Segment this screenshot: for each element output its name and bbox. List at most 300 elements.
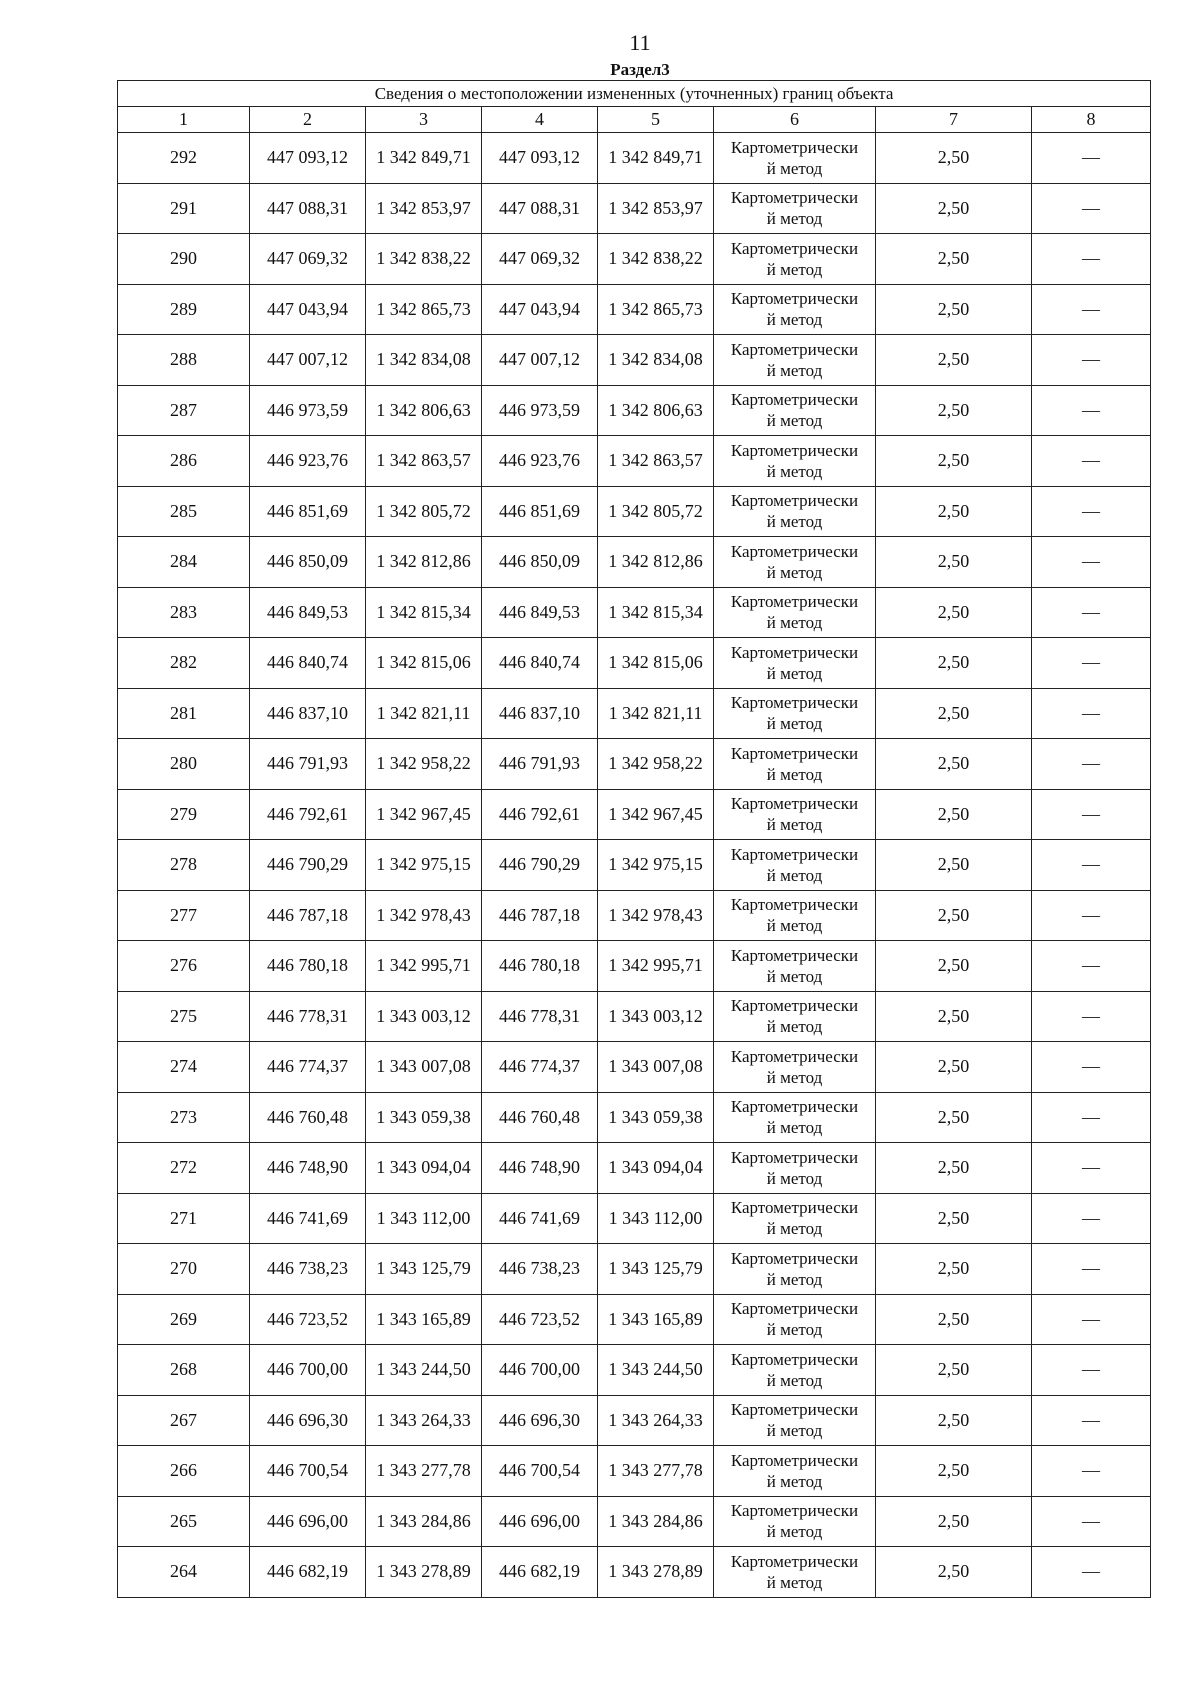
y-coordinate-refined-cell: 1 342 865,73 xyxy=(598,284,714,335)
accuracy-cell: 2,50 xyxy=(876,1395,1032,1446)
method-text-line2: й метод xyxy=(766,714,823,734)
method-text-line2: й метод xyxy=(766,1471,823,1491)
x-coordinate-refined-cell: 446 790,29 xyxy=(482,840,598,891)
table-row xyxy=(118,537,1151,588)
note-cell: — xyxy=(1032,1547,1151,1598)
note-cell: — xyxy=(1032,335,1151,386)
x-coordinate-refined-cell: 446 851,69 xyxy=(482,486,598,537)
accuracy-cell: 2,50 xyxy=(876,335,1032,386)
y-coordinate-existing-cell: 1 343 094,04 xyxy=(366,1143,482,1194)
accuracy-cell: 2,50 xyxy=(876,1042,1032,1093)
method-text-line1: Картометрически xyxy=(730,1046,859,1066)
accuracy-cell: 2,50 xyxy=(876,840,1032,891)
y-coordinate-existing-cell: 1 342 805,72 xyxy=(366,486,482,537)
y-coordinate-existing-cell: 1 342 967,45 xyxy=(366,789,482,840)
point-number-cell: 284 xyxy=(118,537,250,588)
y-coordinate-refined-cell: 1 343 284,86 xyxy=(598,1496,714,1547)
table-row xyxy=(118,486,1151,537)
column-number: 4 xyxy=(482,107,598,133)
table-row xyxy=(118,587,1151,638)
y-coordinate-existing-cell: 1 343 244,50 xyxy=(366,1345,482,1396)
method-cell xyxy=(714,1294,876,1345)
y-coordinate-refined-cell: 1 342 853,97 xyxy=(598,183,714,234)
y-coordinate-refined-cell: 1 342 805,72 xyxy=(598,486,714,537)
accuracy-cell: 2,50 xyxy=(876,385,1032,436)
point-number-cell: 291 xyxy=(118,183,250,234)
point-number-cell: 267 xyxy=(118,1395,250,1446)
method-text-line2: й метод xyxy=(766,259,823,279)
y-coordinate-existing-cell: 1 342 834,08 xyxy=(366,335,482,386)
x-coordinate-refined-cell: 446 741,69 xyxy=(482,1193,598,1244)
point-number-cell: 289 xyxy=(118,284,250,335)
y-coordinate-refined-cell: 1 342 812,86 xyxy=(598,537,714,588)
x-coordinate-refined-cell: 446 778,31 xyxy=(482,991,598,1042)
method-text-line2: й метод xyxy=(766,815,823,835)
method-text-line2: й метод xyxy=(766,916,823,936)
accuracy-cell: 2,50 xyxy=(876,486,1032,537)
note-cell: — xyxy=(1032,486,1151,537)
table-row xyxy=(118,688,1151,739)
table-row xyxy=(118,1042,1151,1093)
method-cell xyxy=(714,1193,876,1244)
method-cell xyxy=(714,789,876,840)
method-text-line2: й метод xyxy=(766,1370,823,1390)
x-coordinate-existing-cell: 446 840,74 xyxy=(250,638,366,689)
y-coordinate-existing-cell: 1 343 278,89 xyxy=(366,1547,482,1598)
x-coordinate-refined-cell: 446 700,00 xyxy=(482,1345,598,1396)
x-coordinate-existing-cell: 447 043,94 xyxy=(250,284,366,335)
x-coordinate-existing-cell: 446 973,59 xyxy=(250,385,366,436)
table-body xyxy=(118,133,1151,1598)
accuracy-cell: 2,50 xyxy=(876,1345,1032,1396)
method-cell xyxy=(714,840,876,891)
table-row xyxy=(118,284,1151,335)
point-number-cell: 280 xyxy=(118,739,250,790)
x-coordinate-existing-cell: 446 787,18 xyxy=(250,890,366,941)
method-text-line2: й метод xyxy=(766,1168,823,1188)
note-cell: — xyxy=(1032,941,1151,992)
x-coordinate-refined-cell: 446 696,00 xyxy=(482,1496,598,1547)
method-text-line2: й метод xyxy=(766,360,823,380)
x-coordinate-existing-cell: 447 069,32 xyxy=(250,234,366,285)
note-cell: — xyxy=(1032,789,1151,840)
table-row xyxy=(118,385,1151,436)
table-caption: Сведения о местоположении измененных (уточненных) границ объекта xyxy=(118,81,1151,107)
y-coordinate-existing-cell: 1 343 284,86 xyxy=(366,1496,482,1547)
method-text-line2: й метод xyxy=(766,966,823,986)
x-coordinate-existing-cell: 446 696,30 xyxy=(250,1395,366,1446)
method-text-line1: Картометрически xyxy=(730,289,859,309)
column-number: 6 xyxy=(714,107,876,133)
point-number-cell: 274 xyxy=(118,1042,250,1093)
method-text-line2: й метод xyxy=(766,209,823,229)
method-text-line2: й метод xyxy=(766,411,823,431)
accuracy-cell: 2,50 xyxy=(876,890,1032,941)
x-coordinate-existing-cell: 446 851,69 xyxy=(250,486,366,537)
method-text-line2: й метод xyxy=(766,310,823,330)
method-text-line1: Картометрически xyxy=(730,137,859,157)
table-row xyxy=(118,1143,1151,1194)
method-cell xyxy=(714,1345,876,1396)
y-coordinate-existing-cell: 1 342 815,34 xyxy=(366,587,482,638)
point-number-cell: 275 xyxy=(118,991,250,1042)
method-cell xyxy=(714,991,876,1042)
table-row xyxy=(118,1345,1151,1396)
note-cell: — xyxy=(1032,739,1151,790)
method-cell xyxy=(714,1092,876,1143)
accuracy-cell: 2,50 xyxy=(876,991,1032,1042)
note-cell: — xyxy=(1032,638,1151,689)
accuracy-cell: 2,50 xyxy=(876,1092,1032,1143)
method-text-line2: й метод xyxy=(766,461,823,481)
y-coordinate-refined-cell: 1 343 125,79 xyxy=(598,1244,714,1295)
y-coordinate-existing-cell: 1 342 975,15 xyxy=(366,840,482,891)
point-number-cell: 278 xyxy=(118,840,250,891)
column-number: 7 xyxy=(876,107,1032,133)
y-coordinate-refined-cell: 1 342 995,71 xyxy=(598,941,714,992)
table-row xyxy=(118,1547,1151,1598)
table-row xyxy=(118,133,1151,184)
x-coordinate-existing-cell: 446 850,09 xyxy=(250,537,366,588)
note-cell: — xyxy=(1032,688,1151,739)
accuracy-cell: 2,50 xyxy=(876,941,1032,992)
accuracy-cell: 2,50 xyxy=(876,1193,1032,1244)
note-cell: — xyxy=(1032,840,1151,891)
x-coordinate-existing-cell: 446 738,23 xyxy=(250,1244,366,1295)
method-text-line1: Картометрически xyxy=(730,1198,859,1218)
method-cell xyxy=(714,1042,876,1093)
point-number-cell: 270 xyxy=(118,1244,250,1295)
x-coordinate-refined-cell: 446 723,52 xyxy=(482,1294,598,1345)
y-coordinate-existing-cell: 1 342 958,22 xyxy=(366,739,482,790)
method-text-line1: Картометрически xyxy=(730,541,859,561)
note-cell: — xyxy=(1032,1092,1151,1143)
table-row xyxy=(118,335,1151,386)
table-row xyxy=(118,1294,1151,1345)
method-text-line2: й метод xyxy=(766,562,823,582)
method-cell xyxy=(714,941,876,992)
note-cell: — xyxy=(1032,1446,1151,1497)
method-text-line2: й метод xyxy=(766,1421,823,1441)
point-number-cell: 282 xyxy=(118,638,250,689)
point-number-cell: 271 xyxy=(118,1193,250,1244)
method-text-line1: Картометрически xyxy=(730,188,859,208)
accuracy-cell: 2,50 xyxy=(876,1143,1032,1194)
x-coordinate-existing-cell: 446 780,18 xyxy=(250,941,366,992)
note-cell: — xyxy=(1032,436,1151,487)
column-number: 2 xyxy=(250,107,366,133)
method-text-line2: й метод xyxy=(766,1572,823,1592)
accuracy-cell: 2,50 xyxy=(876,688,1032,739)
y-coordinate-existing-cell: 1 343 165,89 xyxy=(366,1294,482,1345)
y-coordinate-existing-cell: 1 343 277,78 xyxy=(366,1446,482,1497)
method-text-line2: й метод xyxy=(766,1017,823,1037)
x-coordinate-refined-cell: 446 700,54 xyxy=(482,1446,598,1497)
page-number: 11 xyxy=(629,30,651,55)
method-text-line1: Картометрически xyxy=(730,1248,859,1268)
x-coordinate-refined-cell: 446 748,90 xyxy=(482,1143,598,1194)
method-cell xyxy=(714,486,876,537)
method-text-line2: й метод xyxy=(766,663,823,683)
x-coordinate-refined-cell: 447 043,94 xyxy=(482,284,598,335)
y-coordinate-existing-cell: 1 342 978,43 xyxy=(366,890,482,941)
point-number-cell: 276 xyxy=(118,941,250,992)
y-coordinate-refined-cell: 1 342 815,06 xyxy=(598,638,714,689)
x-coordinate-existing-cell: 446 700,00 xyxy=(250,1345,366,1396)
method-cell xyxy=(714,587,876,638)
note-cell: — xyxy=(1032,133,1151,184)
y-coordinate-existing-cell: 1 342 995,71 xyxy=(366,941,482,992)
method-cell xyxy=(714,1143,876,1194)
y-coordinate-existing-cell: 1 342 863,57 xyxy=(366,436,482,487)
accuracy-cell: 2,50 xyxy=(876,1244,1032,1295)
accuracy-cell: 2,50 xyxy=(876,638,1032,689)
y-coordinate-refined-cell: 1 342 815,34 xyxy=(598,587,714,638)
note-cell: — xyxy=(1032,284,1151,335)
y-coordinate-existing-cell: 1 342 812,86 xyxy=(366,537,482,588)
note-cell: — xyxy=(1032,1042,1151,1093)
point-number-cell: 272 xyxy=(118,1143,250,1194)
x-coordinate-existing-cell: 446 849,53 xyxy=(250,587,366,638)
table-row xyxy=(118,991,1151,1042)
accuracy-cell: 2,50 xyxy=(876,1496,1032,1547)
x-coordinate-refined-cell: 447 007,12 xyxy=(482,335,598,386)
accuracy-cell: 2,50 xyxy=(876,789,1032,840)
table-row xyxy=(118,890,1151,941)
method-text-line2: й метод xyxy=(766,1219,823,1239)
note-cell: — xyxy=(1032,991,1151,1042)
method-text-line1: Картометрически xyxy=(730,1400,859,1420)
note-cell: — xyxy=(1032,1345,1151,1396)
y-coordinate-refined-cell: 1 342 806,63 xyxy=(598,385,714,436)
y-coordinate-existing-cell: 1 343 112,00 xyxy=(366,1193,482,1244)
note-cell: — xyxy=(1032,1193,1151,1244)
point-number-cell: 287 xyxy=(118,385,250,436)
method-cell xyxy=(714,1244,876,1295)
method-text-line2: й метод xyxy=(766,1320,823,1340)
x-coordinate-existing-cell: 446 837,10 xyxy=(250,688,366,739)
method-cell xyxy=(714,739,876,790)
x-coordinate-refined-cell: 446 774,37 xyxy=(482,1042,598,1093)
method-text-line2: й метод xyxy=(766,764,823,784)
point-number-cell: 264 xyxy=(118,1547,250,1598)
method-text-line1: Картометрически xyxy=(730,794,859,814)
x-coordinate-existing-cell: 446 700,54 xyxy=(250,1446,366,1497)
y-coordinate-refined-cell: 1 342 821,11 xyxy=(598,688,714,739)
point-number-cell: 281 xyxy=(118,688,250,739)
y-coordinate-refined-cell: 1 343 007,08 xyxy=(598,1042,714,1093)
method-text-line2: й метод xyxy=(766,865,823,885)
x-coordinate-refined-cell: 446 682,19 xyxy=(482,1547,598,1598)
accuracy-cell: 2,50 xyxy=(876,234,1032,285)
y-coordinate-refined-cell: 1 342 978,43 xyxy=(598,890,714,941)
note-cell: — xyxy=(1032,537,1151,588)
accuracy-cell: 2,50 xyxy=(876,537,1032,588)
note-cell: — xyxy=(1032,1143,1151,1194)
table-row xyxy=(118,436,1151,487)
y-coordinate-refined-cell: 1 342 958,22 xyxy=(598,739,714,790)
method-text-line2: й метод xyxy=(766,158,823,178)
x-coordinate-refined-cell: 446 973,59 xyxy=(482,385,598,436)
method-cell xyxy=(714,1446,876,1497)
y-coordinate-refined-cell: 1 342 834,08 xyxy=(598,335,714,386)
method-cell xyxy=(714,284,876,335)
y-coordinate-refined-cell: 1 342 975,15 xyxy=(598,840,714,891)
method-text-line1: Картометрически xyxy=(730,1551,859,1571)
x-coordinate-refined-cell: 447 069,32 xyxy=(482,234,598,285)
x-coordinate-existing-cell: 446 791,93 xyxy=(250,739,366,790)
y-coordinate-existing-cell: 1 343 007,08 xyxy=(366,1042,482,1093)
point-number-cell: 269 xyxy=(118,1294,250,1345)
method-cell xyxy=(714,436,876,487)
y-coordinate-existing-cell: 1 342 821,11 xyxy=(366,688,482,739)
method-text-line1: Картометрически xyxy=(730,996,859,1016)
x-coordinate-existing-cell: 447 093,12 xyxy=(250,133,366,184)
x-coordinate-refined-cell: 446 837,10 xyxy=(482,688,598,739)
method-text-line1: Картометрически xyxy=(730,592,859,612)
y-coordinate-existing-cell: 1 342 853,97 xyxy=(366,183,482,234)
note-cell: — xyxy=(1032,587,1151,638)
method-cell xyxy=(714,890,876,941)
x-coordinate-existing-cell: 447 007,12 xyxy=(250,335,366,386)
y-coordinate-refined-cell: 1 342 967,45 xyxy=(598,789,714,840)
x-coordinate-refined-cell: 446 791,93 xyxy=(482,739,598,790)
note-cell: — xyxy=(1032,1294,1151,1345)
table-row xyxy=(118,840,1151,891)
column-number: 3 xyxy=(366,107,482,133)
method-text-line1: Картометрически xyxy=(730,491,859,511)
note-cell: — xyxy=(1032,890,1151,941)
x-coordinate-existing-cell: 446 760,48 xyxy=(250,1092,366,1143)
accuracy-cell: 2,50 xyxy=(876,436,1032,487)
x-coordinate-refined-cell: 446 923,76 xyxy=(482,436,598,487)
table-row xyxy=(118,183,1151,234)
y-coordinate-refined-cell: 1 343 165,89 xyxy=(598,1294,714,1345)
column-number: 1 xyxy=(118,107,250,133)
method-text-line1: Картометрически xyxy=(730,1147,859,1167)
x-coordinate-existing-cell: 447 088,31 xyxy=(250,183,366,234)
method-cell xyxy=(714,1496,876,1547)
point-number-cell: 292 xyxy=(118,133,250,184)
point-number-cell: 290 xyxy=(118,234,250,285)
method-cell xyxy=(714,638,876,689)
method-cell xyxy=(714,183,876,234)
accuracy-cell: 2,50 xyxy=(876,1446,1032,1497)
note-cell: — xyxy=(1032,1244,1151,1295)
x-coordinate-refined-cell: 446 787,18 xyxy=(482,890,598,941)
table-row xyxy=(118,638,1151,689)
note-cell: — xyxy=(1032,234,1151,285)
table-row xyxy=(118,1193,1151,1244)
table-row xyxy=(118,1244,1151,1295)
method-cell xyxy=(714,335,876,386)
y-coordinate-refined-cell: 1 343 112,00 xyxy=(598,1193,714,1244)
y-coordinate-refined-cell: 1 343 278,89 xyxy=(598,1547,714,1598)
method-text-line2: й метод xyxy=(766,1067,823,1087)
x-coordinate-refined-cell: 446 850,09 xyxy=(482,537,598,588)
y-coordinate-existing-cell: 1 342 849,71 xyxy=(366,133,482,184)
point-number-cell: 268 xyxy=(118,1345,250,1396)
method-text-line1: Картометрически xyxy=(730,895,859,915)
y-coordinate-refined-cell: 1 343 059,38 xyxy=(598,1092,714,1143)
column-number: 5 xyxy=(598,107,714,133)
table-row xyxy=(118,941,1151,992)
method-text-line1: Картометрически xyxy=(730,339,859,359)
x-coordinate-existing-cell: 446 790,29 xyxy=(250,840,366,891)
x-coordinate-existing-cell: 446 923,76 xyxy=(250,436,366,487)
x-coordinate-existing-cell: 446 774,37 xyxy=(250,1042,366,1093)
y-coordinate-refined-cell: 1 343 003,12 xyxy=(598,991,714,1042)
table-row xyxy=(118,789,1151,840)
point-number-cell: 273 xyxy=(118,1092,250,1143)
table-row xyxy=(118,1395,1151,1446)
method-text-line1: Картометрически xyxy=(730,1501,859,1521)
y-coordinate-existing-cell: 1 342 806,63 xyxy=(366,385,482,436)
method-text-line2: й метод xyxy=(766,1522,823,1542)
table-row xyxy=(118,234,1151,285)
x-coordinate-existing-cell: 446 778,31 xyxy=(250,991,366,1042)
method-cell xyxy=(714,537,876,588)
x-coordinate-refined-cell: 447 093,12 xyxy=(482,133,598,184)
y-coordinate-existing-cell: 1 343 264,33 xyxy=(366,1395,482,1446)
y-coordinate-refined-cell: 1 343 244,50 xyxy=(598,1345,714,1396)
y-coordinate-existing-cell: 1 343 059,38 xyxy=(366,1092,482,1143)
method-cell xyxy=(714,1547,876,1598)
accuracy-cell: 2,50 xyxy=(876,587,1032,638)
method-text-line1: Картометрически xyxy=(730,945,859,965)
method-text-line2: й метод xyxy=(766,613,823,633)
method-text-line1: Картометрически xyxy=(730,440,859,460)
accuracy-cell: 2,50 xyxy=(876,284,1032,335)
table-row xyxy=(118,1446,1151,1497)
note-cell: — xyxy=(1032,183,1151,234)
y-coordinate-existing-cell: 1 343 003,12 xyxy=(366,991,482,1042)
y-coordinate-existing-cell: 1 342 865,73 xyxy=(366,284,482,335)
point-number-cell: 285 xyxy=(118,486,250,537)
y-coordinate-existing-cell: 1 342 815,06 xyxy=(366,638,482,689)
point-number-cell: 288 xyxy=(118,335,250,386)
note-cell: — xyxy=(1032,1496,1151,1547)
method-text-line1: Картометрически xyxy=(730,1349,859,1369)
y-coordinate-refined-cell: 1 343 264,33 xyxy=(598,1395,714,1446)
point-number-cell: 265 xyxy=(118,1496,250,1547)
x-coordinate-existing-cell: 446 741,69 xyxy=(250,1193,366,1244)
method-text-line1: Картометрически xyxy=(730,390,859,410)
method-text-line1: Картометрически xyxy=(730,642,859,662)
x-coordinate-refined-cell: 447 088,31 xyxy=(482,183,598,234)
x-coordinate-refined-cell: 446 840,74 xyxy=(482,638,598,689)
method-text-line1: Картометрически xyxy=(730,1097,859,1117)
boundary-coordinates-table xyxy=(117,80,1151,1598)
method-text-line1: Картометрически xyxy=(730,238,859,258)
note-cell: — xyxy=(1032,385,1151,436)
y-coordinate-refined-cell: 1 342 849,71 xyxy=(598,133,714,184)
x-coordinate-existing-cell: 446 723,52 xyxy=(250,1294,366,1345)
accuracy-cell: 2,50 xyxy=(876,183,1032,234)
x-coordinate-existing-cell: 446 682,19 xyxy=(250,1547,366,1598)
y-coordinate-refined-cell: 1 343 094,04 xyxy=(598,1143,714,1194)
method-text-line1: Картометрически xyxy=(730,844,859,864)
x-coordinate-existing-cell: 446 696,00 xyxy=(250,1496,366,1547)
method-cell xyxy=(714,1395,876,1446)
point-number-cell: 286 xyxy=(118,436,250,487)
method-cell xyxy=(714,133,876,184)
y-coordinate-refined-cell: 1 342 863,57 xyxy=(598,436,714,487)
x-coordinate-existing-cell: 446 748,90 xyxy=(250,1143,366,1194)
y-coordinate-refined-cell: 1 343 277,78 xyxy=(598,1446,714,1497)
table-row xyxy=(118,1092,1151,1143)
method-text-line1: Картометрически xyxy=(730,1450,859,1470)
